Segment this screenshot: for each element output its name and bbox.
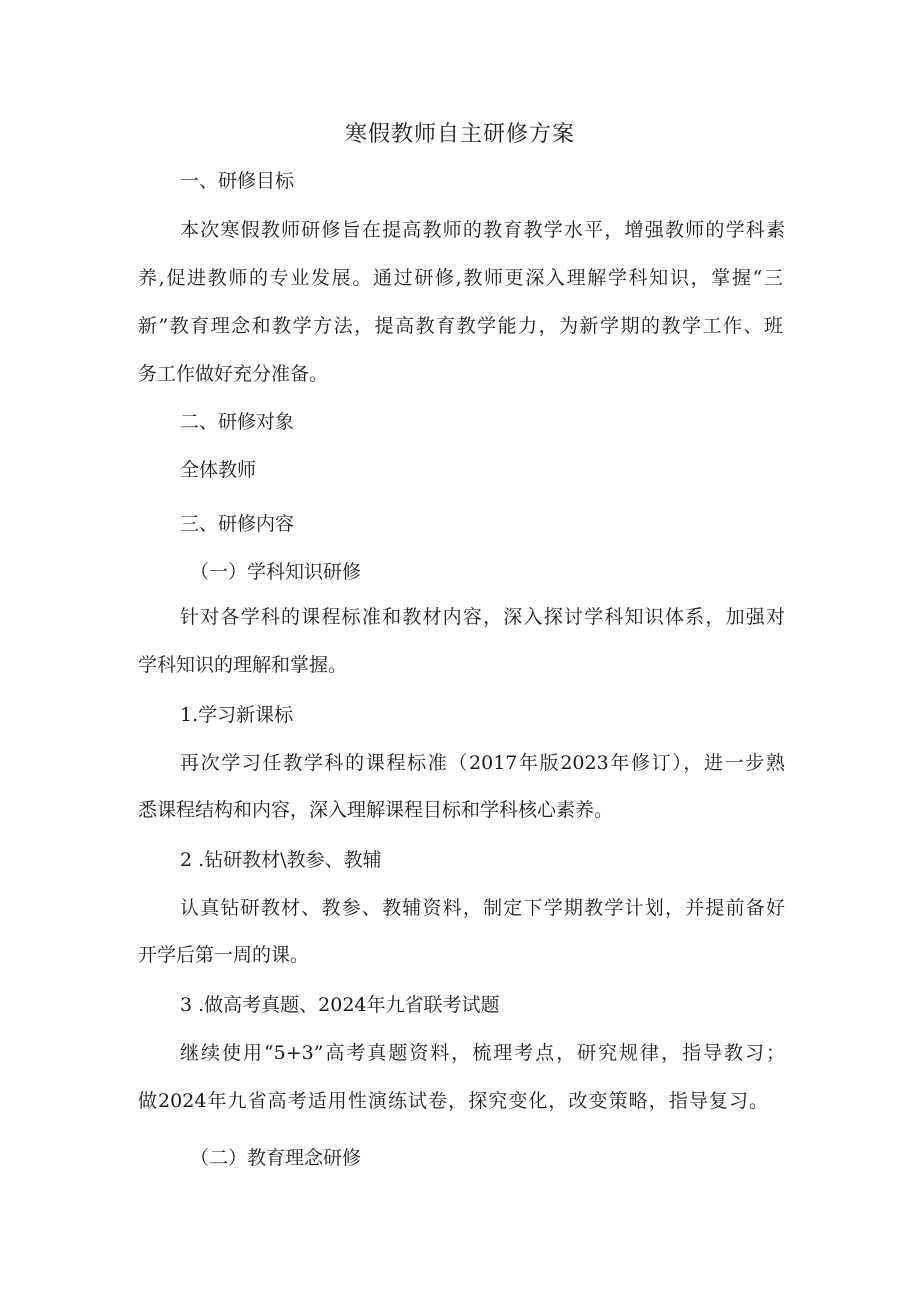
- paragraph-line: 学科知识的理解和掌握。: [138, 654, 348, 676]
- document-title: 寒假教师自主研修方案: [344, 122, 575, 147]
- item-heading-textbooks: 2 .钻研教材\教参、教辅: [180, 849, 382, 871]
- paragraph-line: 再次学习任教学科的课程标准（2017年版2023年修订），进一步熟: [180, 752, 785, 774]
- paragraph-line: 全体教师: [180, 459, 257, 481]
- item-heading-new-standards: 1.学习新课标: [180, 704, 294, 726]
- paragraph-line: 做2024年九省高考适用性演练试卷，探究变化，改变策略，指导复习。: [138, 1090, 768, 1112]
- paragraph-line: 认真钻研教材、教参、教辅资料，制定下学期教学计划，并提前备好: [180, 897, 785, 919]
- section-heading-content: 三、研修内容: [180, 513, 295, 535]
- paragraph-line: 继续使用“5+3”高考真题资料，梳理考点，研究规律，指导教习；: [180, 1042, 785, 1064]
- paragraph-line: 针对各学科的课程标准和教材内容，深入探讨学科知识体系，加强对: [180, 606, 785, 628]
- section-heading-goals: 一、研修目标: [180, 170, 295, 192]
- paragraph-line: 养,促进教师的专业发展。通过研修,教师更深入理解学科知识，掌握“三: [138, 267, 783, 289]
- paragraph-line: 务工作做好充分准备。: [138, 363, 329, 385]
- paragraph-line: 悉课程结构和内容，深入理解课程目标和学科核心素养。: [138, 799, 614, 821]
- item-heading-exam-questions: 3 .做高考真题、2024年九省联考试题: [180, 994, 500, 1016]
- paragraph-line: 开学后第一周的课。: [138, 944, 310, 966]
- paragraph-line: 新”教育理念和教学方法，提高教育教学能力，为新学期的教学工作、班: [138, 315, 783, 337]
- section-heading-audience: 二、研修对象: [180, 411, 295, 433]
- subsection-heading-subject-knowledge: （一）学科知识研修: [190, 561, 362, 583]
- paragraph-line: 本次寒假教师研修旨在提高教师的教育教学水平，增强教师的学科素: [180, 219, 785, 241]
- subsection-heading-education-philosophy: （二）教育理念研修: [190, 1147, 362, 1169]
